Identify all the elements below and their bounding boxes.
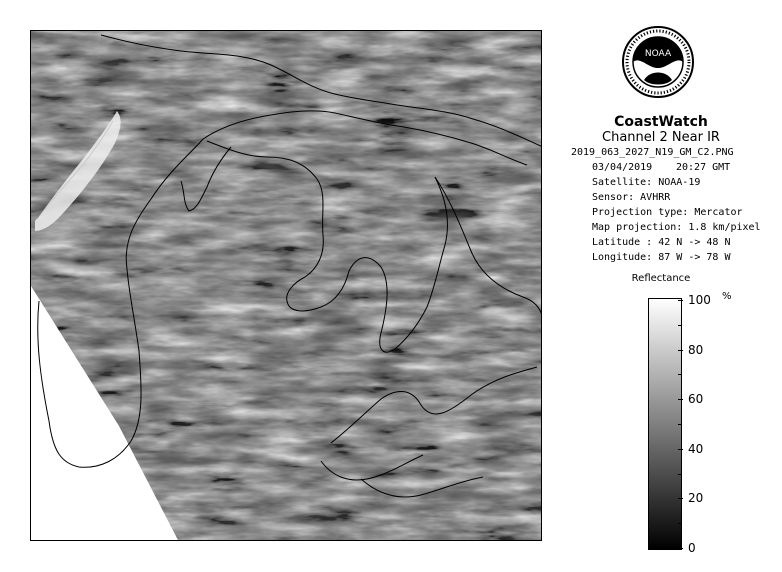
colorbar-tick-label: 20 (688, 491, 704, 506)
colorbar-tick-mark (678, 399, 683, 400)
colorbar-minor-tick (678, 424, 681, 425)
latitude-label: Latitude : 42 N -> 48 N (592, 237, 731, 248)
colorbar-tick-label: 40 (688, 441, 704, 456)
filename-label: 2019_063_2027_N19_GM_C2.PNG (571, 147, 734, 158)
projection-type-label: Projection type: Mercator (592, 207, 743, 218)
channel-label: Channel 2 Near IR (602, 130, 720, 145)
colorbar-tick-mark (678, 449, 683, 450)
colorbar-tick-mark (678, 350, 683, 351)
colorbar-minor-tick (678, 325, 681, 326)
colorbar-tick-mark (678, 300, 683, 301)
colorbar-minor-tick (678, 523, 681, 524)
satellite-image (30, 30, 542, 541)
colorbar-tick-label: 60 (688, 392, 704, 407)
noaa-logo (620, 22, 696, 108)
colorbar-unit: % (722, 291, 732, 302)
colorbar-tick-mark (678, 548, 683, 549)
colorbar-minor-tick (678, 374, 681, 375)
colorbar-title: Reflectance (631, 273, 691, 284)
colorbar-tick-label: 80 (688, 342, 704, 357)
sensor-label: Sensor: AVHRR (592, 192, 671, 203)
colorbar-tick-label: 0 (688, 541, 696, 555)
noaa-logo-icon (620, 22, 696, 108)
product-title: CoastWatch (614, 114, 708, 130)
longitude-label: Longitude: 87 W -> 78 W (592, 252, 731, 263)
map-projection-label: Map projection: 1.8 km/pixel (592, 222, 761, 233)
date-label: 03/04/2019 (592, 162, 653, 173)
reflectance-colorbar (648, 298, 682, 550)
colorbar-tick-mark (678, 498, 683, 499)
colorbar-tick-label: 100 (688, 293, 711, 307)
logo-text: NOAA (644, 49, 672, 59)
satellite-map-svg (31, 31, 542, 541)
time-label: 20:27 GMT (676, 162, 731, 173)
satellite-label: Satellite: NOAA-19 (592, 177, 701, 188)
colorbar-minor-tick (678, 474, 681, 475)
